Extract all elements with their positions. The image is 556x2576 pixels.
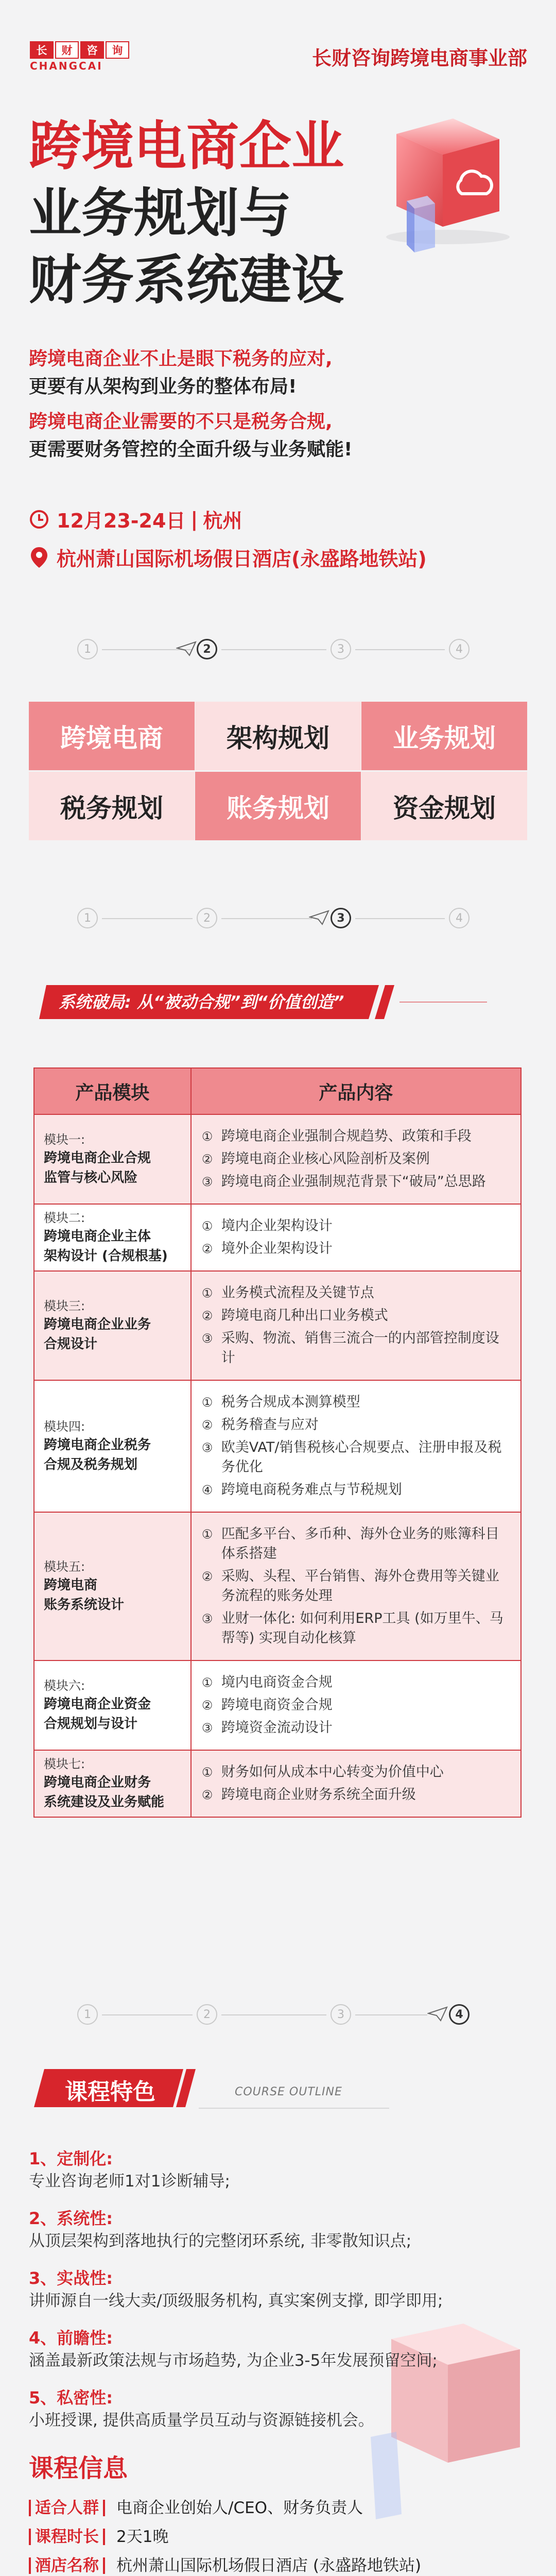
step-divider [221,649,326,650]
content-item [202,1567,511,1606]
info-key [29,2522,105,2551]
step-2: 2 [197,639,217,659]
item-number: ① [201,1765,213,1780]
feature-item [29,2147,523,2193]
content-item [202,1239,511,1259]
item-text: 采购、物流、销售三流合一的内部管控制度设计 [221,1330,499,1366]
item-number: ③ [201,1721,213,1735]
feature-desc: 专业咨询老师1对1诊断辅导; [29,2172,230,2191]
module-name: 跨境电商企业税务 [44,1437,151,1453]
module-name: 合规设计 [44,1336,98,1352]
item-text: 境内电商资金合规 [221,1674,333,1690]
info-key [29,2494,105,2522]
step-4: 4 [449,2004,470,2025]
feature-title: 2、系统性: [29,2209,113,2228]
item-number: ③ [201,1175,213,1189]
event-city: 杭州 [203,510,242,532]
feature-item [29,2327,523,2372]
module-name: 跨境电商企业财务 [44,1775,151,1790]
step-indicator-middle [62,903,494,934]
module-cell [34,1513,192,1660]
table-row [34,1114,520,1204]
hero-title-line-3: 财务系统建设 [29,250,344,311]
module-name: 跨境电商企业主体 [44,1229,151,1244]
content-cell [192,1115,520,1204]
content-item [202,1673,511,1692]
content-item [202,1127,511,1146]
course-features-list [29,2147,523,2446]
module-cell [34,1751,192,1817]
step-divider [221,918,312,919]
info-key-bar [29,2500,31,2516]
event-venue-row [29,543,427,571]
intro-p1-line2: 更要有从架构到业务的整体布局! [29,376,297,397]
item-number: ② [201,1698,213,1713]
step-4: 4 [449,639,470,659]
item-number: ② [201,1418,213,1432]
content-item [202,1172,511,1192]
module-label: 模块三: [44,1299,85,1313]
logo-badge-2: 财 [55,41,79,59]
module-name: 合规规划与设计 [44,1716,138,1732]
module-label: 模块二: [44,1211,85,1225]
hero-title [29,113,344,314]
info-row [29,2551,533,2576]
module-name: 系统建设及业务赋能 [44,1794,165,1810]
item-text: 税务稽查与应对 [221,1417,319,1433]
paper-plane-icon [309,909,329,926]
item-number: ② [201,1152,213,1166]
content-cell [192,1513,520,1660]
content-item [202,1480,511,1500]
topic-tile-6 [361,772,527,840]
step-3: 3 [331,2004,351,2025]
topic-label: 税务规划 [60,793,163,823]
info-key [29,2551,105,2576]
topic-label: 业务规划 [393,723,496,753]
table-header-left: 产品模块 [34,1069,192,1114]
topic-tile-2 [195,702,361,770]
info-key-label: 课程时长 [35,2528,99,2546]
section-banner-text: 系统破局: 从“被动合规”到“价值创造” [59,992,344,1012]
course-info-title: 课程信息 [29,2454,128,2483]
feature-title: 3、实战性: [29,2268,113,2288]
item-number: ① [201,1527,213,1541]
item-number: ① [201,1675,213,1690]
module-name: 架构设计 (合规根基) [44,1248,168,1264]
logo-badge-3: 咨 [80,41,104,59]
info-key-bar [103,2557,105,2574]
topic-tile-3 [361,702,527,770]
module-name: 跨境电商企业业务 [44,1317,151,1332]
content-item [202,1785,511,1805]
item-number: ① [201,1219,213,1233]
topic-tile-5 [195,772,361,840]
topic-grid [29,702,527,841]
module-name: 监管与核心风险 [44,1170,138,1185]
info-key-bar [103,2529,105,2545]
step-divider [221,2014,326,2015]
item-text: 税务合规成本测算模型 [221,1394,360,1410]
table-row [34,1512,520,1660]
logo-badges [30,41,153,59]
step-divider [355,649,445,650]
content-item [202,1609,511,1648]
table-header [34,1069,520,1114]
step-2: 2 [197,908,217,928]
content-item [202,1283,511,1303]
info-key-label: 适合人群 [35,2499,99,2517]
intro-p1-line1: 跨境电商企业不止是眼下税务的应对, [29,348,333,369]
topic-label: 跨境电商 [60,723,163,753]
item-text: 采购、头程、平台销售、海外仓费用等关键业务流程的账务处理 [221,1568,499,1604]
item-text: 跨境电商资金合规 [221,1697,333,1713]
hero-title-line-1: 跨境电商企业 [29,116,344,177]
module-label: 模块四: [44,1419,85,1434]
table-row [34,1660,520,1750]
item-number: ① [201,1395,213,1410]
item-text: 跨境资金流动设计 [221,1720,333,1736]
info-value: 杭州萧山国际机场假日酒店 (永盛路地铁站) [116,2556,422,2575]
location-pin-icon [29,547,49,568]
module-label: 模块五: [44,1560,85,1574]
item-number: ① [201,1129,213,1144]
feature-desc: 涵盖最新政策法规与市场趋势, 为企业3-5年发展预留空间; [29,2351,438,2370]
feature-title: 1、定制化: [29,2149,113,2168]
item-number: ① [201,1286,213,1300]
intro-p2-line2: 更需要财务管控的全面升级与业务赋能! [29,439,353,460]
item-text: 跨境电商企业强制规范背景下“破局”总思路 [221,1174,486,1190]
item-text: 财务如何从成本中心转变为价值中心 [221,1764,444,1780]
step-indicator-top [62,634,494,665]
content-item [202,1438,511,1477]
paper-plane-icon [427,2005,448,2023]
topic-label: 架构规划 [227,723,329,753]
course-features-header [29,2066,389,2110]
feature-item [29,2207,523,2252]
item-text: 业务模式流程及关键节点 [221,1285,374,1301]
logo-english-name: CHANGCAI [30,60,103,72]
step-1: 1 [77,908,98,928]
module-name: 跨境电商企业合规 [44,1150,151,1166]
topic-tile-4 [29,772,195,840]
info-key-bar [103,2500,105,2516]
info-key-label: 酒店名称 [35,2556,99,2575]
item-number: ③ [201,1440,213,1455]
feature-desc: 从顶层架构到落地执行的完整闭环系统, 非零散知识点; [29,2232,412,2250]
content-cell [192,1205,520,1270]
info-key-bar [29,2557,31,2574]
feature-desc: 小班授课, 提供高质量学员互动与资源链接机会。 [29,2411,374,2430]
info-row [29,2494,533,2522]
step-2: 2 [197,2004,217,2025]
module-name: 账务系统设计 [44,1597,125,1613]
item-number: ③ [201,1331,213,1346]
topic-label: 资金规划 [393,793,496,823]
blue-glass-pillar-icon [396,191,443,258]
step-4: 4 [449,908,470,928]
department-title: 长财咨询跨境电商事业部 [311,47,527,70]
item-number: ② [201,1788,213,1802]
table-header-right: 产品内容 [319,1082,393,1104]
step-divider [355,2014,427,2015]
intro-text [29,345,352,471]
table-row [34,1750,520,1817]
content-item [202,1718,511,1738]
feature-item [29,2267,523,2312]
item-text: 匹配多平台、多币种、海外仓业务的账簿科目体系搭建 [221,1526,499,1562]
hero-title-line-2: 业务规划与 [29,183,291,244]
feature-title: 4、前瞻性: [29,2328,113,2348]
changcai-logo [30,41,153,72]
item-text: 跨境电商几种出口业务模式 [221,1308,388,1324]
module-cell [34,1272,192,1380]
content-cell [192,1661,520,1750]
module-cell [34,1115,192,1204]
item-number: ② [201,1309,213,1323]
course-info-list [29,2494,533,2576]
item-number: ④ [201,1483,213,1497]
info-row [29,2522,533,2551]
feature-title: 5、私密性: [29,2388,113,2408]
item-text: 业财一体化: 如何利用ERP工具 (如万里牛、马帮等) 实现自动化核算 [221,1611,503,1646]
module-name: 跨境电商 [44,1578,98,1593]
clock-icon [29,509,49,530]
module-name: 合规及税务规划 [44,1457,138,1472]
intro-p2-line1: 跨境电商企业需要的不只是税务合规, [29,411,333,432]
info-value: 电商企业创始人/CEO、财务负责人 [116,2499,363,2517]
table-body [34,1114,520,1817]
event-date-row [29,505,242,533]
step-divider [355,918,445,919]
content-item [202,1216,511,1236]
feature-item [29,2386,523,2432]
topic-tile-1 [29,702,195,770]
topic-label: 账务规划 [227,793,329,823]
step-3: 3 [331,639,351,659]
module-label: 模块六: [44,1679,85,1693]
step-indicator-bottom [62,1999,494,2030]
content-item [202,1696,511,1715]
item-number: ② [201,1569,213,1584]
content-item [202,1329,511,1368]
step-divider [102,2014,193,2015]
module-name: 跨境电商企业资金 [44,1697,151,1712]
content-item [202,1393,511,1412]
table-row [34,1204,520,1270]
item-text: 境外企业架构设计 [221,1241,333,1257]
item-number: ③ [201,1612,213,1626]
content-cell [192,1751,520,1817]
content-cell [192,1381,520,1512]
event-separator: | [190,507,198,531]
module-cell [34,1381,192,1512]
item-text: 欧美VAT/销售税核心合规要点、注册申报及税务优化 [221,1439,502,1475]
step-3: 3 [331,908,351,928]
course-features-subtitle: COURSE OUTLINE [235,2086,342,2098]
course-features-title: 课程特色 [65,2079,155,2105]
logo-badge-1: 长 [30,41,54,59]
logo-badge-4: 询 [106,41,129,59]
feature-desc: 讲师源自一线大卖/顶级服务机构, 真实案例支撑, 即学即用; [29,2292,443,2310]
item-text: 跨境电商企业强制合规趋势、政策和手段 [221,1128,472,1144]
item-text: 境内企业架构设计 [221,1218,333,1234]
paper-plane-icon [176,640,197,657]
info-value: 2天1晚 [116,2528,169,2546]
table-row [34,1380,520,1512]
content-item [202,1415,511,1435]
module-cell [34,1661,192,1750]
item-text: 跨境电商企业财务系统全面升级 [221,1787,416,1803]
content-cell [192,1272,520,1380]
info-key-bar [29,2529,31,2545]
module-cell [34,1205,192,1270]
module-table [33,1067,522,1818]
item-number: ② [201,1242,213,1256]
event-date: 12月23-24日 [57,510,186,532]
step-divider [102,918,193,919]
module-label: 模块七: [44,1757,85,1771]
table-row [34,1270,520,1380]
module-label: 模块一: [44,1132,85,1147]
event-venue: 杭州萧山国际机场假日酒店(永盛路地铁站) [57,548,427,570]
item-text: 跨境电商企业核心风险剖析及案例 [221,1151,430,1167]
step-1: 1 [77,639,98,659]
content-item [202,1524,511,1564]
item-text: 跨境电商税务难点与节税规划 [221,1482,402,1498]
content-item [202,1762,511,1782]
step-1: 1 [77,2004,98,2025]
content-item [202,1306,511,1326]
content-item [202,1149,511,1169]
